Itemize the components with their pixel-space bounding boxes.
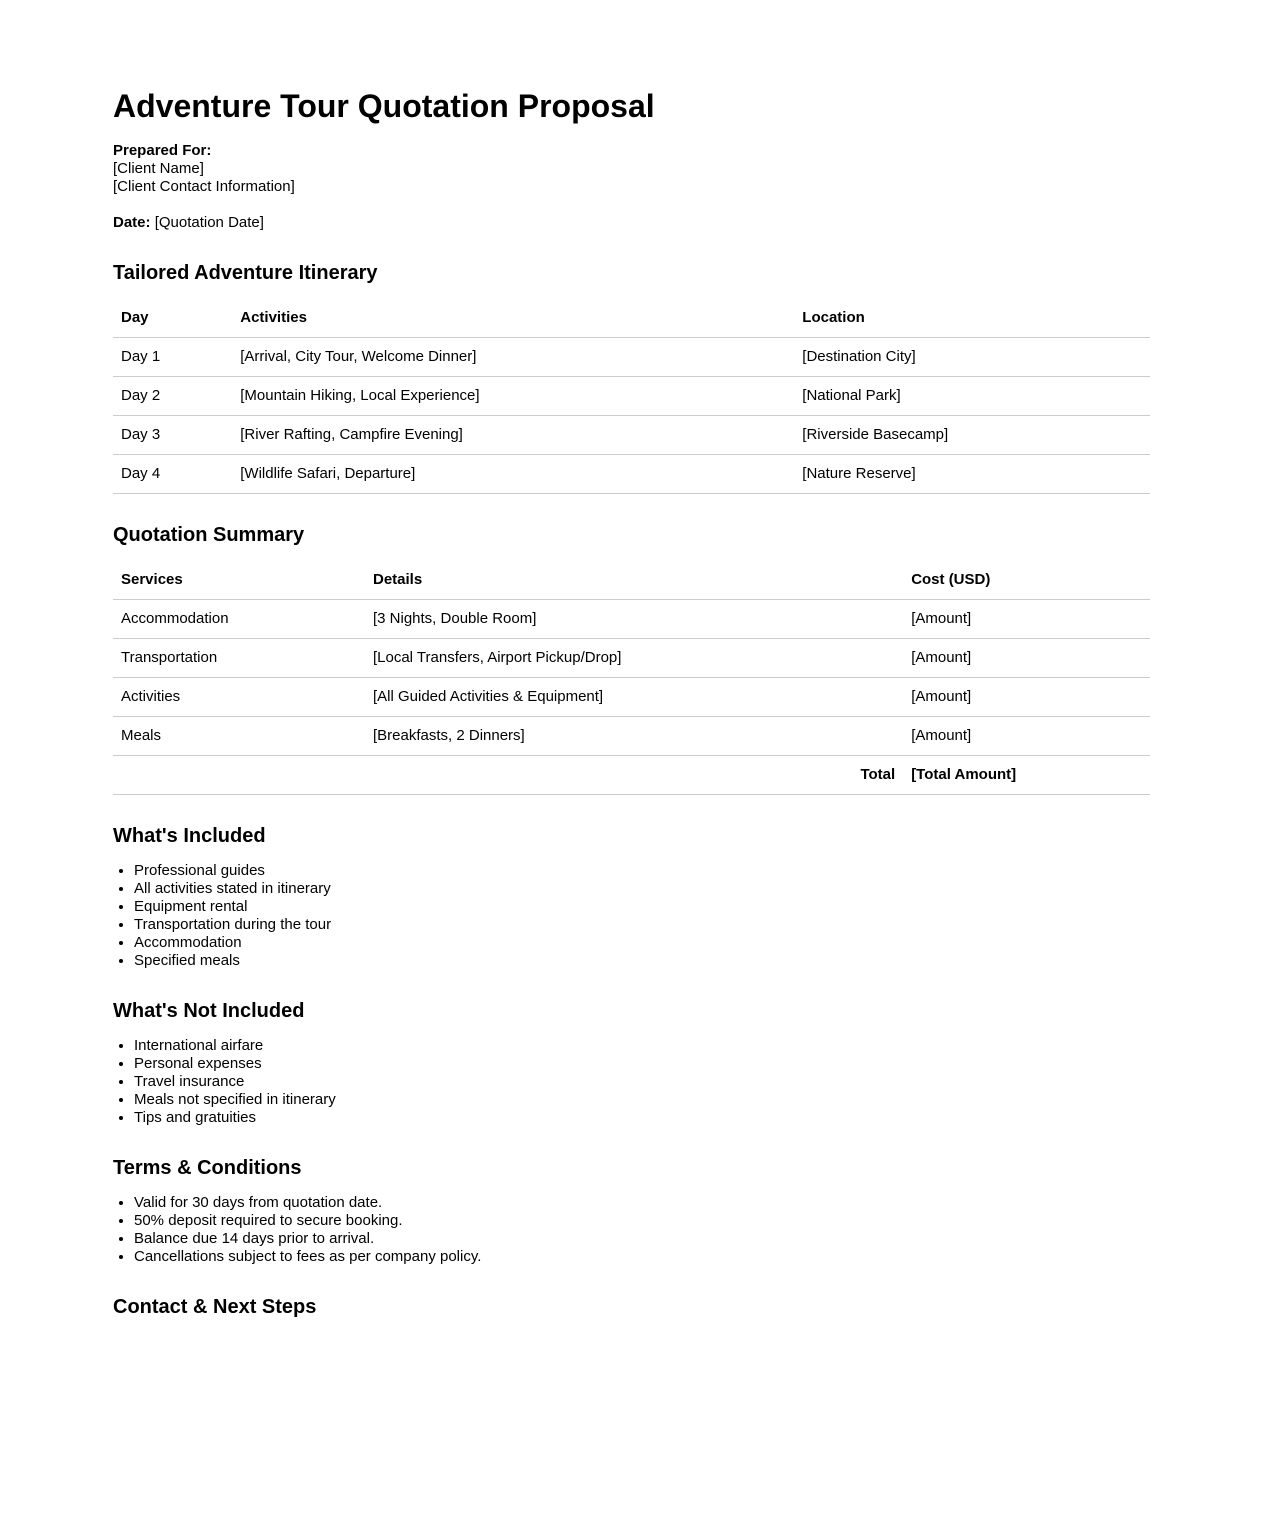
cell-location: [Riverside Basecamp] [794,416,1150,455]
list-item: • Balance due 14 days prior to arrival. [134,1230,1150,1248]
column-header-day: Day [113,299,232,338]
itinerary-heading: Tailored Adventure Itinerary [113,262,378,284]
cell-service: Accommodation [113,600,365,639]
list-item: • Specified meals [134,952,1150,970]
cell-details: [3 Nights, Double Room] [365,600,903,639]
column-header-activities: Activities [232,299,794,338]
included-heading: What's Included [113,825,266,847]
quotation-summary-heading: Quotation Summary [113,524,305,546]
date-line [113,214,1150,232]
terms-heading: Terms & Conditions [113,1157,302,1179]
column-header-cost: Cost (USD) [903,561,1150,600]
contact-heading: Contact & Next Steps [113,1296,317,1318]
table-row [113,717,1150,756]
table-row [113,600,1150,639]
list-item: • Tips and gratuities [134,1109,1150,1127]
cell-activities: [Mountain Hiking, Local Experience] [232,377,794,416]
cell-day: Day 4 [113,455,232,494]
table-row [113,455,1150,494]
column-header-services: Services [113,561,365,600]
date-label: Date: [113,214,151,231]
cell-cost: [Amount] [903,639,1150,678]
itinerary-table [113,299,1150,494]
cell-activities: [Arrival, City Tour, Welcome Dinner] [232,338,794,377]
list-item: • Transportation during the tour [134,916,1150,934]
prepared-for-label: Prepared For: [113,142,212,159]
not-included-list [113,1037,1150,1127]
list-item: • International airfare [134,1037,1150,1055]
list-item: • Personal expenses [134,1055,1150,1073]
list-item: • Valid for 30 days from quotation date. [134,1194,1150,1212]
total-row [113,756,1150,795]
column-header-details: Details [365,561,903,600]
list-item: • Travel insurance [134,1073,1150,1091]
total-label: Total [365,756,903,795]
list-item: • Equipment rental [134,898,1150,916]
summary-header-row [113,561,1150,600]
cell-location: [Nature Reserve] [794,455,1150,494]
table-row [113,678,1150,717]
client-name: [Client Name] [113,160,204,177]
table-row [113,377,1150,416]
list-item: • Meals not specified in itinerary [134,1091,1150,1109]
list-item: • Cancellations subject to fees as per company policy. [134,1248,1150,1266]
cell-cost: [Amount] [903,600,1150,639]
list-item: • Accommodation [134,934,1150,952]
cell-details: [All Guided Activities & Equipment] [365,678,903,717]
cell-day: Day 3 [113,416,232,455]
page-title: Adventure Tour Quotation Proposal [113,88,655,124]
cell-service: Meals [113,717,365,756]
cell-activities: [Wildlife Safari, Departure] [232,455,794,494]
cell-details: [Local Transfers, Airport Pickup/Drop] [365,639,903,678]
date-value: [Quotation Date] [154,214,264,231]
cell-location: [Destination City] [794,338,1150,377]
included-list [113,862,1150,970]
table-row [113,338,1150,377]
prepared-for-block [113,142,1150,196]
quotation-summary-table [113,561,1150,795]
cell-day: Day 1 [113,338,232,377]
cell-location: [National Park] [794,377,1150,416]
cell-cost: [Amount] [903,717,1150,756]
cell-details: [Breakfasts, 2 Dinners] [365,717,903,756]
list-item: • Professional guides [134,862,1150,880]
cell-activities: [River Rafting, Campfire Evening] [232,416,794,455]
total-empty-cell [113,756,365,795]
list-item: • 50% deposit required to secure booking. [134,1212,1150,1230]
itinerary-header-row [113,299,1150,338]
not-included-heading: What's Not Included [113,1000,305,1022]
cell-cost: [Amount] [903,678,1150,717]
client-contact: [Client Contact Information] [113,178,295,195]
cell-service: Transportation [113,639,365,678]
table-row [113,416,1150,455]
cell-day: Day 2 [113,377,232,416]
list-item: • All activities stated in itinerary [134,880,1150,898]
terms-list [113,1194,1150,1266]
column-header-location: Location [794,299,1150,338]
table-row [113,639,1150,678]
cell-service: Activities [113,678,365,717]
total-value: [Total Amount] [903,756,1150,795]
